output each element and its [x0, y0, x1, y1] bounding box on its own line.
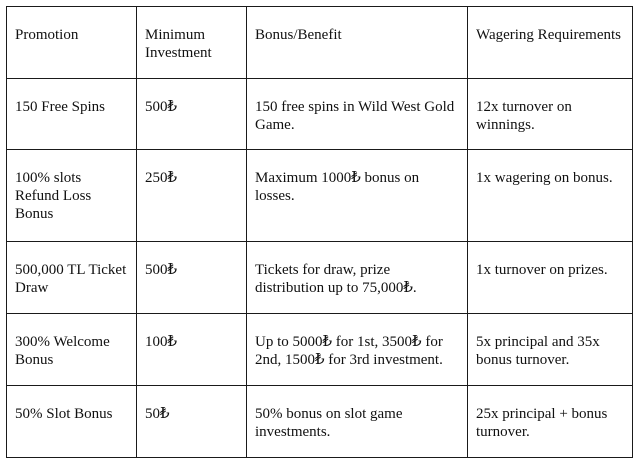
cell-promotion: 300% Welcome Bonus: [7, 314, 137, 386]
header-minimum-investment: Minimum Investment: [137, 7, 247, 79]
table-row: [7, 150, 633, 242]
table-row: [7, 386, 633, 458]
table-row: [7, 314, 633, 386]
cell-wagering-requirements: 12x turnover on winnings.: [468, 79, 633, 150]
cell-bonus-benefit: 150 free spins in Wild West Gold Game.: [247, 79, 468, 150]
cell-minimum-investment: 100₺: [137, 314, 247, 386]
cell-promotion: 150 Free Spins: [7, 79, 137, 150]
header-wagering-requirements: Wagering Requirements: [468, 7, 633, 79]
cell-wagering-requirements: 1x turnover on prizes.: [468, 242, 633, 314]
table-row: [7, 242, 633, 314]
cell-wagering-requirements: 5x principal and 35x bonus turnover.: [468, 314, 633, 386]
table-header-row: [7, 7, 633, 79]
cell-bonus-benefit: 50% bonus on slot game investments.: [247, 386, 468, 458]
cell-minimum-investment: 500₺: [137, 79, 247, 150]
promotions-table: [6, 6, 633, 458]
table-row: [7, 79, 633, 150]
header-bonus-benefit: Bonus/Benefit: [247, 7, 468, 79]
cell-bonus-benefit: Tickets for draw, prize distribution up to 75,000₺.: [247, 242, 468, 314]
cell-wagering-requirements: 25x principal + bonus turnover.: [468, 386, 633, 458]
cell-promotion: 50% Slot Bonus: [7, 386, 137, 458]
cell-minimum-investment: 500₺: [137, 242, 247, 314]
header-promotion: Promotion: [7, 7, 137, 79]
cell-promotion: 500,000 TL Ticket Draw: [7, 242, 137, 314]
cell-bonus-benefit: Up to 5000₺ for 1st, 3500₺ for 2nd, 1500₺ for 3rd investment.: [247, 314, 468, 386]
cell-bonus-benefit: Maximum 1000₺ bonus on losses.: [247, 150, 468, 242]
cell-promotion: 100% slots Refund Loss Bonus: [7, 150, 137, 242]
cell-minimum-investment: 50₺: [137, 386, 247, 458]
cell-wagering-requirements: 1x wagering on bonus.: [468, 150, 633, 242]
cell-minimum-investment: 250₺: [137, 150, 247, 242]
